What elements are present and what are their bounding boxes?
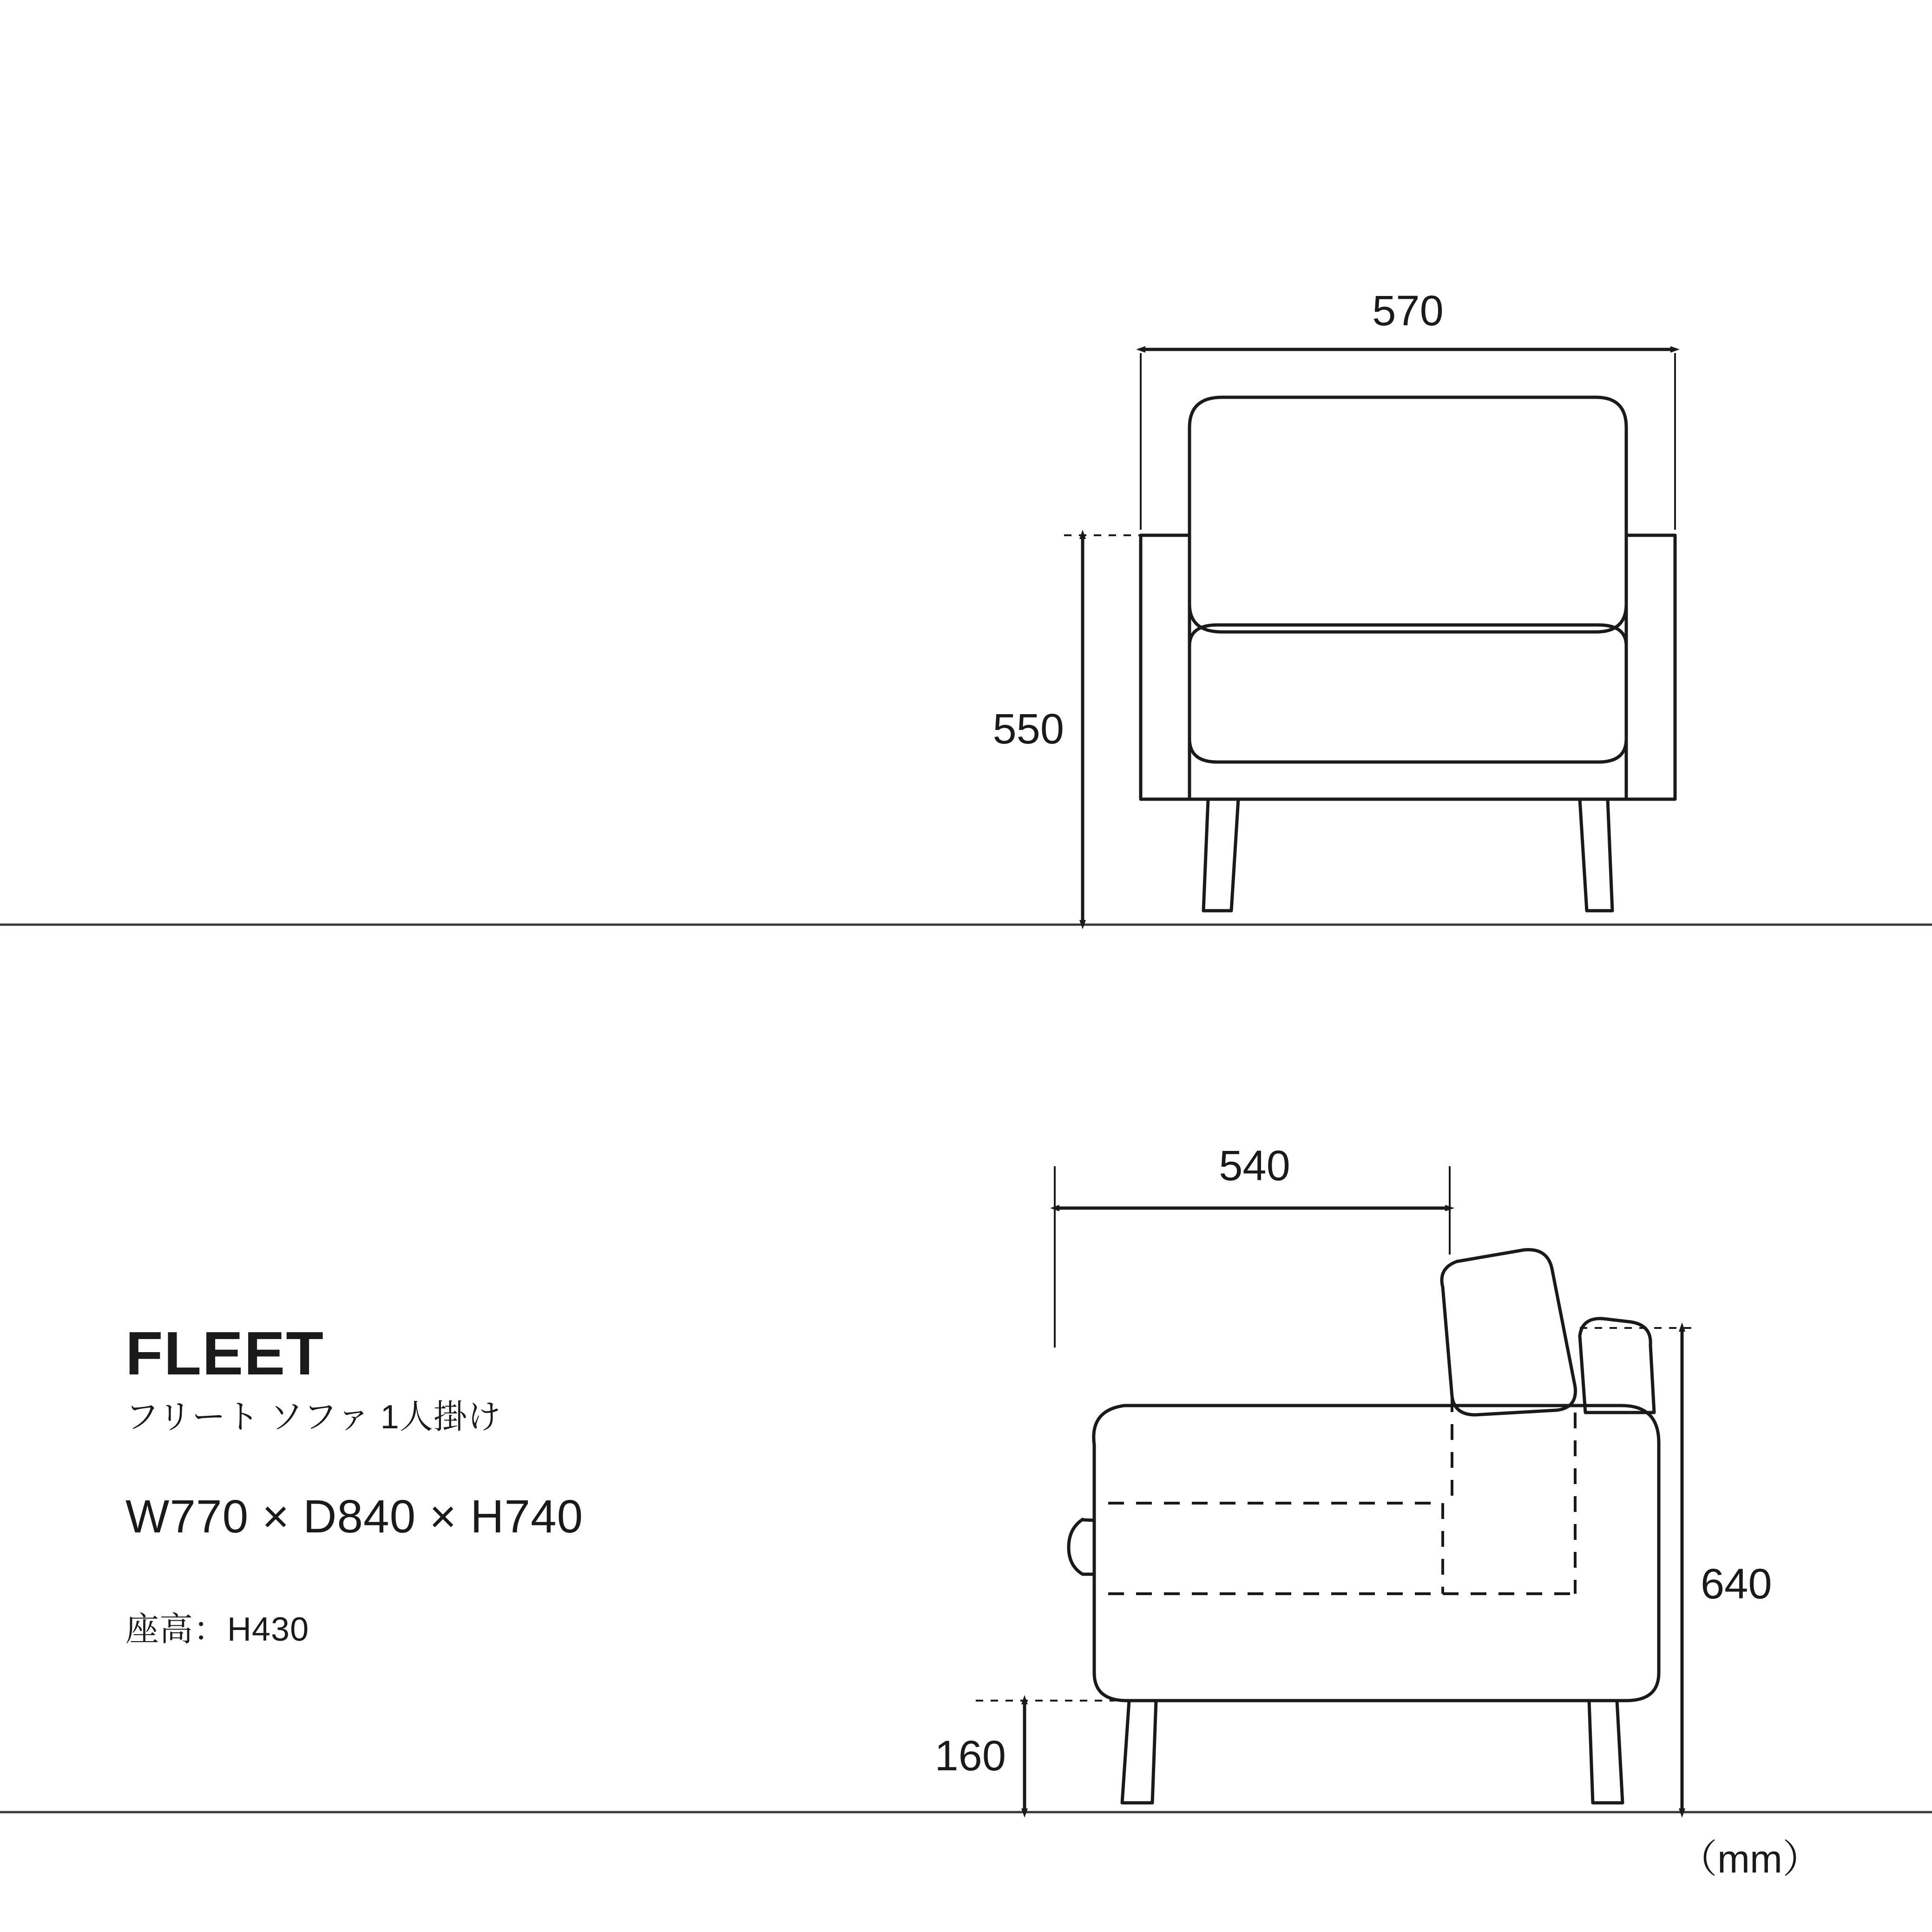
front-height-dimension	[993, 535, 1141, 920]
front-height-value: 550	[992, 705, 1064, 753]
product-title: FLEET	[125, 1319, 324, 1387]
side-depth-dimension	[1055, 1142, 1450, 1347]
side-leg-height-dimension	[935, 1701, 1116, 1808]
side-leg-height-value: 160	[934, 1732, 1006, 1780]
side-elevation-drawing	[1069, 1250, 1659, 1803]
side-back-height-value: 640	[1701, 1560, 1772, 1608]
front-width-dimension	[1141, 287, 1675, 530]
side-hidden-lines	[1108, 1396, 1575, 1594]
front-elevation-drawing	[1141, 397, 1675, 911]
product-info-block	[125, 1320, 962, 1649]
product-dimensions: W770 × D840 × H740	[125, 1490, 584, 1543]
front-width-value: 570	[1372, 287, 1444, 335]
unit-label: （mm）	[1678, 1837, 1821, 1881]
product-seat-height: 座高：H430	[125, 1610, 309, 1648]
side-depth-value: 540	[1219, 1142, 1290, 1189]
side-back-height-dimension	[1580, 1328, 1772, 1808]
product-subtitle: フリート ソファ 1人掛け	[125, 1399, 501, 1436]
